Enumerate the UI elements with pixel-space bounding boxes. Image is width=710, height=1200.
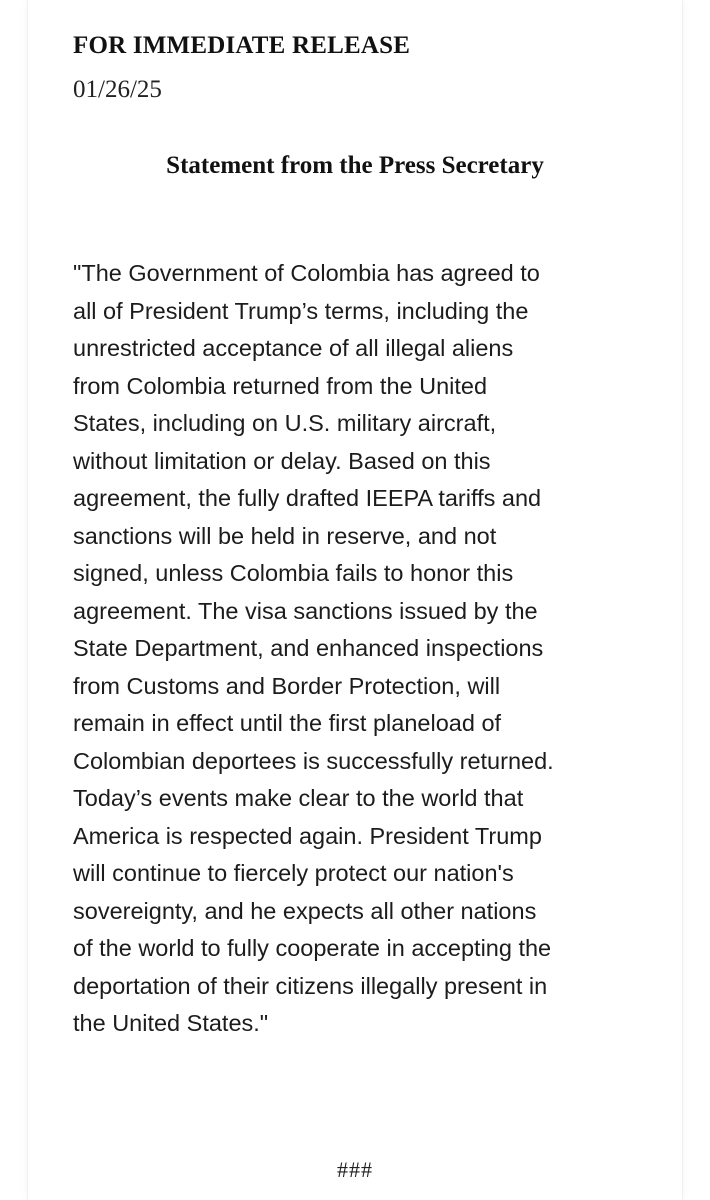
body-line: "The Government of Colombia has agreed to <box>73 260 540 286</box>
body-line: the United States." <box>73 1010 269 1036</box>
statement-title: Statement from the Press Secretary <box>166 152 544 179</box>
body-line: Today’s events make clear to the world that <box>73 785 524 811</box>
body-line: agreement. The visa sanctions issued by the <box>73 597 538 624</box>
body-line: State Department, and enhanced inspections <box>73 635 544 661</box>
body-line: deportation of their citizens illegally present in <box>73 972 548 999</box>
body-line: Colombian deportees is successfully returned. <box>73 747 554 774</box>
statement-body <box>73 255 673 1043</box>
body-line: of the world to fully cooperate in accepting the <box>73 935 552 961</box>
body-line: States, including on U.S. military aircraft, <box>73 410 497 436</box>
body-line: agreement, the fully drafted IEEPA tariffs and <box>73 485 542 511</box>
release-date: 01/26/25 <box>73 76 162 103</box>
body-line: signed, unless Colombia fails to honor this <box>73 560 514 586</box>
body-line: sovereignty, and he expects all other nations <box>73 897 537 924</box>
body-line: remain in effect until the first planeload of <box>73 710 502 736</box>
body-line: will continue to fiercely protect our nation's <box>73 860 514 886</box>
body-line: from Customs and Border Protection, will <box>73 672 501 699</box>
end-mark: ### <box>337 1157 373 1182</box>
body-line: all of President Trump’s terms, including the <box>73 297 529 324</box>
body-line: without limitation or delay. Based on this <box>73 447 491 474</box>
release-label: FOR IMMEDIATE RELEASE <box>73 32 411 59</box>
body-line: America is respected again. President Trump <box>73 822 542 849</box>
body-line: from Colombia returned from the United <box>73 372 488 399</box>
body-line: sanctions will be held in reserve, and not <box>73 522 497 549</box>
body-line: unrestricted acceptance of all illegal aliens <box>73 335 514 361</box>
